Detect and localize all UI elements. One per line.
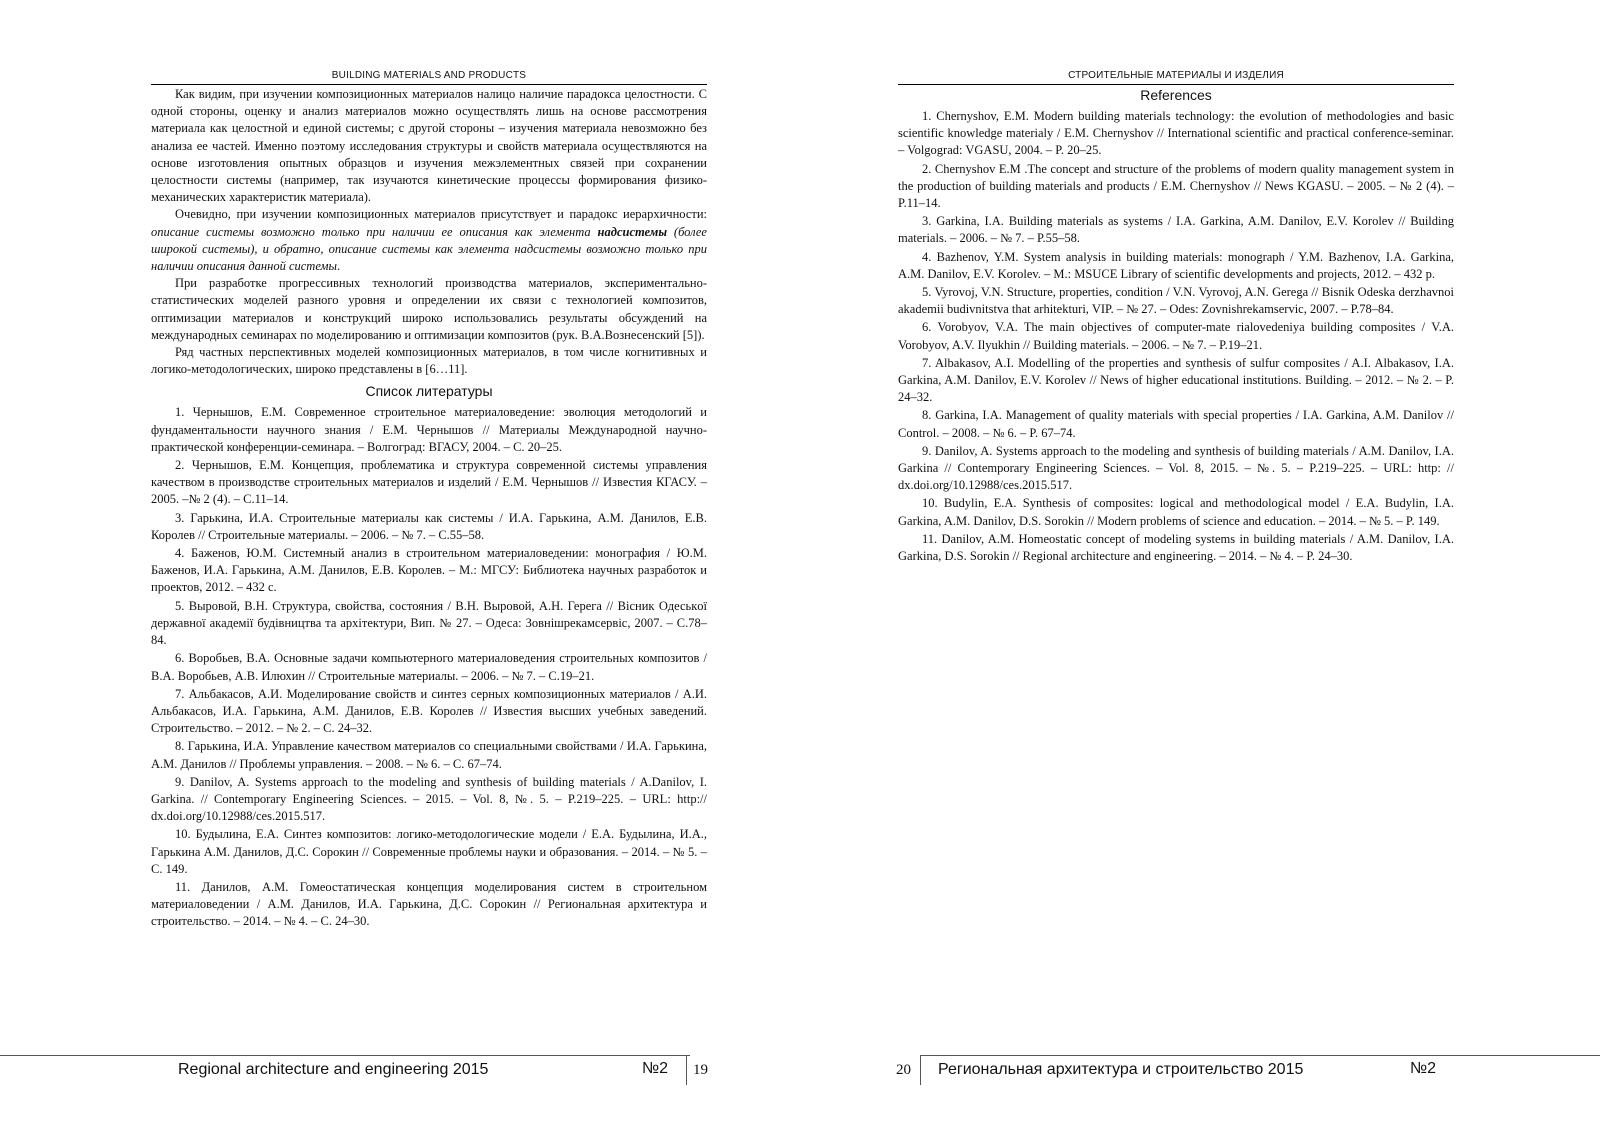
paragraph-text: . bbox=[337, 259, 341, 274]
page-number: 19 bbox=[693, 1062, 708, 1078]
reference-item: 4. Bazhenov, Y.M. System analysis in building materials: monograph / Y.M. Bazhenov, I.A. Garkina, A.M. Danilov, E.V. Korolev. – M.: MSUCE Library of scientific developments and projects, 2012. – 432 p. bbox=[898, 249, 1454, 281]
footer-vertical-divider bbox=[686, 1055, 687, 1085]
reference-item: 4. Баженов, Ю.М. Системный анализ в строительном материаловедении: монография / Ю.М. Баженов, И.А. Гарькина, А.М. Данилов, Е.В. Королев. – М.: МГСУ: Библиотека научных разработок и проектов, 2012. – 432 с. bbox=[151, 546, 707, 595]
reference-item: 7. Albakasov, A.I. Modelling of the properties and synthesis of sulfur composites / A.I. Albakasov, I.A. Garkina, A.M. Danilov, E.V. Korolev // News of higher educational institutions. Building. – 2012. – № 2. – P. 24–32. bbox=[898, 355, 1454, 405]
body-column bbox=[151, 86, 707, 932]
footer-journal-title: Regional architecture and engineering 2015 bbox=[178, 1061, 489, 1078]
references-heading: Список литературы bbox=[365, 383, 493, 400]
reference-item: 1. Chernyshov, E.M. Modern building materials technology: the evolution of methodologies and basic scientific knowledge materialy / E.M. Chernyshov // International scientific and practical conference-seminar. – Volgograd: VGASU, 2004. – P. 20–25. bbox=[898, 109, 1454, 158]
reference-item: 7. Альбакасов, А.И. Моделирование свойств и синтез серных композиционных материалов / А.И. Альбакасов, И.А. Гарькина, А.М. Данилов, Е.В. Королев // Известия высших учебных заведений. Строительство. – 2012. – № 2. – С. 24–32. bbox=[151, 686, 707, 736]
reference-item: 6. Воробьев, В.А. Основные задачи компьютерного материаловедения строительных композитов / В.А. Воробьев, А.В. Илюхин // Строительные материалы. – 2006. – № 7. – С.19–21. bbox=[151, 651, 707, 683]
footer-issue-number: №2 bbox=[642, 1060, 669, 1077]
reference-item: 10. Будылина, Е.А. Синтез композитов: логико-методологические модели / Е.А. Будылина, И.А., Гарькина А.М. Данилов, Д.С. Сорокин // Современные проблемы науки и образования. – 2014. – № 5. – С. 149. bbox=[151, 827, 707, 876]
reference-item: 8. Гарькина, И.А. Управление качеством материалов со специальными свойствами / И.А. Гарькина, А.М. Данилов // Проблемы управления. – 2008. – № 6. – С. 67–74. bbox=[151, 739, 707, 771]
reference-item: 5. Выровой, В.Н. Структура, свойства, состояния / В.Н. Выровой, А.Н. Герега // Вісник Одеськoї державної академії будівництва та архітектури, Вип. № 27. – Одеса: Зовнішрекамсервіс, 2007. – С.78–84. bbox=[151, 598, 707, 648]
reference-item: 5. Vyrovoj, V.N. Structure, properties, condition / V.N. Vyrovoj, A.N. Gerega // Bisnik Odeska derzhavnoi akademii budivnitstva that arhitekturi, VIP. – № 27. – Odes: Zovnishrekamservic, 2007. – P.78–84. bbox=[898, 285, 1454, 317]
reference-list bbox=[898, 108, 1454, 565]
reference-item: 8. Garkina, I.A. Management of quality materials with special properties / I.A. Garkina, A.M. Danilov // Control. – 2008. – № 6. – P. 67–74. bbox=[898, 408, 1454, 440]
bold-italic-text: надсистемы bbox=[597, 224, 668, 239]
reference-item: 6. Vorobyov, V.A. The main objectives of computer-mate rialovedeniya building composites / V.A. Vorobyov, A.V. Ilyukhin // Building materials. – 2006. – № 7. – P.19–21. bbox=[898, 320, 1454, 352]
page-number: 20 bbox=[896, 1062, 911, 1078]
reference-item: 9. Danilov, A. Systems approach to the modeling and synthesis of building materials / A.M. Danilov, I.A. Garkina // Contemporary Engineering Sciences. – Vol. 8, 2015. – №. 5. – P.219–225. – URL: http: // dx.doi.org/10.12988/ces.2015.517. bbox=[898, 443, 1454, 493]
reference-item: 3. Garkina, I.A. Building materials as systems / I.A. Garkina, A.M. Danilov, E.V. Korolev // Building materials. – 2006. – № 7. – P.55–58. bbox=[898, 214, 1454, 246]
italic-text: описание системы возможно только при наличии ее описания как элемента bbox=[151, 224, 598, 239]
running-head: BUILDING MATERIALS AND PRODUCTS bbox=[151, 70, 707, 85]
reference-item: 11. Danilov, A.M. Homeostatic concept of modeling systems in building materials / A.M. Danilov, I.A. Garkina, D.S. Sorokin // Regional architecture and engineering. – 2014. – № 4. – P. 24–30. bbox=[898, 531, 1454, 564]
running-head: СТРОИТЕЛЬНЫЕ МАТЕРИАЛЫ И ИЗДЕЛИЯ bbox=[898, 70, 1454, 85]
paragraph: Как видим, при изучении композиционных материалов налицо наличие парадокса целостности. С одной стороны, оценку и анализ материалов можно осуществлять лишь на основе рассмотрения материала как целостной и единой системы; с другой стороны – изучения материала невозможно без анализа ее частей. Именно поэтому исследования структуры и свойств материала осуществляются на основе изготовления опытных образцов и изучения межэлементных связей при сохранении целостности системы (например, так изучаются кинетические процессы формирования физико-механических характеристик материала). bbox=[151, 87, 707, 205]
reference-item: 9. Danilov, A. Systems approach to the modeling and synthesis of building materials / A.Danilov, I. Garkina. // Contemporary Engineering Sciences. – 2015. – Vol. 8, №. 5. – P.219–225. – URL: http:// dx.doi.org/10.12988/ces.2015.517. bbox=[151, 774, 707, 824]
reference-item: 2. Chernyshov E.M .The concept and structure of the problems of modern quality management system in the production of building materials and products / E.M. Chernyshov // News KGASU. – 2005. – № 2 (4). – P.11–14. bbox=[898, 161, 1454, 211]
right-page bbox=[800, 0, 1600, 1132]
footer-issue-number: №2 bbox=[1410, 1060, 1437, 1077]
footer-vertical-divider bbox=[920, 1055, 921, 1085]
paragraph: При разработке прогрессивных технологий производства материалов, экспериментально-статистических моделей разного уровня и определении их связи с технологией композитов, оптимизации материалов и конструкций широко использовались результаты обсуждений на международных семинарах по моделированию и оптимизации композитов (рук. В.А.Вознесенский [5]). bbox=[151, 276, 707, 342]
footer-journal-title: Региональная архитектура и строительство 2015 bbox=[938, 1061, 1304, 1078]
paragraph bbox=[151, 206, 707, 275]
reference-item: 11. Данилов, А.М. Гомеостатическая концепция моделирования систем в строительном материаловедении / А.М. Данилов, И.А. Гарькина, Д.С. Сорокин // Региональная архитектура и строительство. – 2014. – № 4. – С. 24–30. bbox=[151, 879, 707, 929]
references-heading: References bbox=[1140, 87, 1212, 103]
footer-divider bbox=[0, 1055, 690, 1056]
reference-item: 2. Чернышов, Е.М. Концепция, проблематика и структура современной системы управления качеством в производстве строительных материалов и изделий / Е.М. Чернышов // Известия КГАСУ. – 2005. –№ 2 (4). – С.11–14. bbox=[151, 458, 707, 507]
reference-item: 10. Budylin, E.A. Synthesis of composites: logical and methodological model / E.A. Budylin, I.A. Garkina, A.M. Danilov, D.S. Sorokin // Modern problems of science and education. – 2014. – № 5. – P. 149. bbox=[898, 496, 1454, 528]
italic-text: (более широкой системы), и обратно, описание системы как элемента надсистемы возможно только при наличии описания данной системы bbox=[151, 224, 707, 274]
body-column bbox=[898, 86, 1454, 566]
reference-item: 3. Гарькина, И.А. Строительные материалы как системы / И.А. Гарькина, А.М. Данилов, Е.В. Королев // Строительные материалы. – 2006. – № 7. – С.55–58. bbox=[151, 510, 707, 542]
footer-divider bbox=[920, 1055, 1600, 1056]
paragraph-text: Очевидно, при изучении композиционных материалов присутствует и парадокс иерархичности: bbox=[175, 207, 707, 222]
reference-item: 1. Чернышов, Е.М. Современное строительное материаловедение: эволюция методологий и фундаментальности научного знания / Е.М. Чернышов // Материалы Международной научно-практической конференции-семинара. – Волгоград: ВГАСУ, 2004. – С. 20–25. bbox=[151, 405, 707, 454]
paragraph: Ряд частных перспективных моделей композиционных материалов, в том числе когнитивных и логико-методологических, широко представлены в [6…11]. bbox=[151, 345, 707, 377]
reference-list bbox=[151, 404, 707, 930]
